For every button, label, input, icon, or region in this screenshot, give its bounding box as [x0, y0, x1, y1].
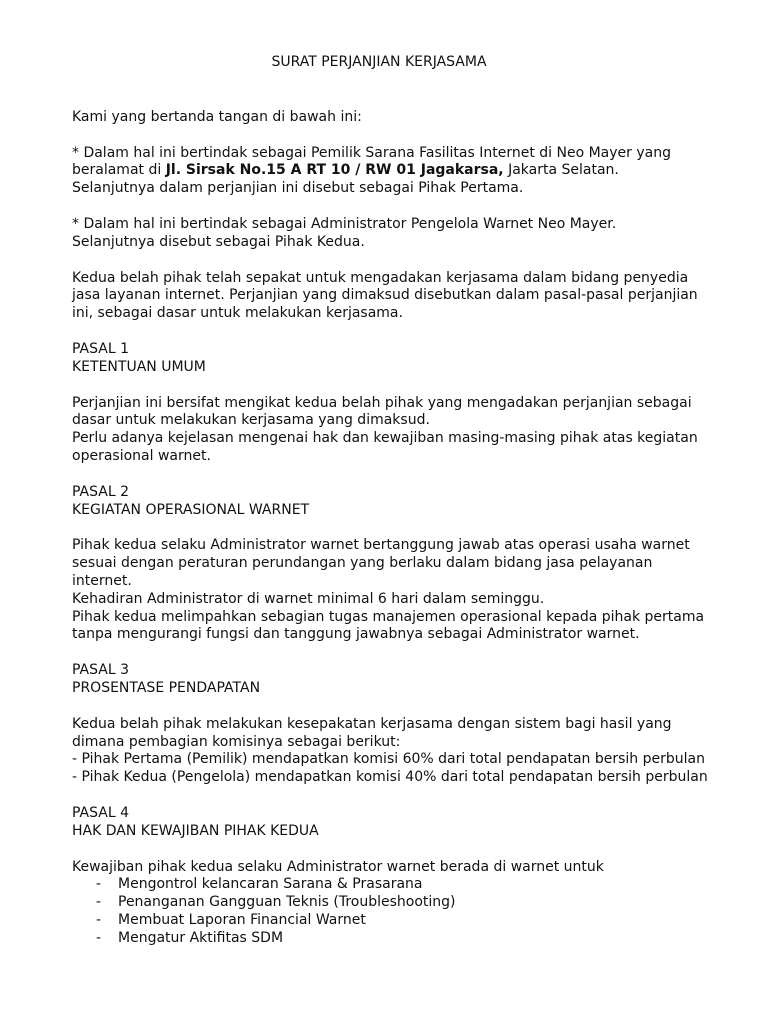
- list-item-text: Mengatur Aktifitas SDM: [118, 929, 284, 946]
- party2-block: [72, 216, 722, 252]
- list-dash: -: [96, 911, 102, 928]
- list-item: [72, 912, 722, 930]
- party1-line3: Selanjutnya dalam perjanjian ini disebut sebagai Pihak Pertama.: [72, 180, 524, 197]
- document-page: [72, 54, 722, 947]
- party2-line2: Selanjutnya disebut sebagai Pihak Kedua.: [72, 233, 365, 250]
- pasal1-number: PASAL 1: [72, 340, 130, 357]
- pasal3-line: - Pihak Kedua (Pengelola) mendapatkan komisi 40% dari total pendapatan bersih perbulan: [72, 769, 708, 786]
- pasal3-line: - Pihak Pertama (Pemilik) mendapatkan komisi 60% dari total pendapatan bersih perbulan: [72, 751, 705, 768]
- agreement-line: jasa layanan internet. Perjanjian yang dimaksud disebutkan dalam pasal-pasal perjanjian: [72, 287, 698, 304]
- pasal4-number: PASAL 4: [72, 804, 130, 821]
- agreement-line: ini, sebagai dasar untuk melakukan kerjasama.: [72, 305, 403, 322]
- pasal3-number: PASAL 3: [72, 662, 130, 679]
- pasal4-heading: HAK DAN KEWAJIBAN PIHAK KEDUA: [72, 822, 319, 839]
- list-dash: -: [96, 929, 102, 946]
- pasal1-line: Perjanjian ini bersifat mengikat kedua belah pihak yang mengadakan perjanjian sebagai: [72, 394, 692, 411]
- pasal2-line: Pihak kedua selaku Administrator warnet bertanggung jawab atas operasi usaha warnet: [72, 537, 690, 554]
- pasal1-line: Perlu adanya kejelasan mengenai hak dan kewajiban masing-masing pihak atas kegiatan: [72, 430, 698, 447]
- list-item-text: Mengontrol kelancaran Sarana & Prasarana: [118, 876, 423, 893]
- list-item: [72, 930, 722, 948]
- pasal2-line: Kehadiran Administrator di warnet minimal 6 hari dalam seminggu.: [72, 590, 545, 607]
- pasal2-line: sesuai dengan peraturan perundangan yang berlaku dalam bidang jasa pelayanan: [72, 555, 653, 572]
- list-dash: -: [96, 894, 102, 911]
- party1-line2: [72, 162, 722, 180]
- pasal1-heading: KETENTUAN UMUM: [72, 358, 206, 375]
- party1-address-prefix: beralamat di: [72, 162, 166, 179]
- pasal3-heading: PROSENTASE PENDAPATAN: [72, 679, 261, 696]
- list-item: [72, 894, 722, 912]
- agreement-block: [72, 270, 722, 323]
- pasal2-number: PASAL 2: [72, 483, 130, 500]
- party1-address: Jl. Sirsak No.15 A RT 10 / RW 01 Jagakarsa,: [165, 162, 504, 179]
- pasal2-line: Pihak kedua melimpahkan sebagian tugas manajemen operasional kepada pihak pertama: [72, 608, 705, 625]
- pasal2-section: [72, 484, 722, 644]
- intro-text: Kami yang bertanda tangan di bawah ini:: [72, 108, 362, 125]
- list-item-text: Membuat Laporan Financial Warnet: [118, 911, 366, 928]
- list-item-text: Penanganan Gangguan Teknis (Troubleshooting): [118, 894, 456, 911]
- pasal2-line: internet.: [72, 572, 132, 589]
- pasal1-line: dasar untuk melakukan kerjasama yang dimaksud.: [72, 412, 430, 429]
- pasal4-duty-list: [72, 876, 722, 947]
- party1-line1: * Dalam hal ini bertindak sebagai Pemilik Sarana Fasilitas Internet di Neo Mayer yang: [72, 144, 671, 161]
- party1-address-suffix: Jakarta Selatan.: [503, 162, 619, 179]
- list-dash: -: [96, 876, 102, 893]
- pasal4-section: [72, 805, 722, 948]
- pasal3-line: Kedua belah pihak melakukan kesepakatan kerjasama dengan sistem bagi hasil yang: [72, 715, 672, 732]
- pasal3-section: [72, 662, 722, 787]
- document-title: SURAT PERJANJIAN KERJASAMA: [271, 54, 487, 70]
- pasal1-section: [72, 341, 722, 466]
- pasal2-heading: KEGIATAN OPERASIONAL WARNET: [72, 501, 310, 518]
- party2-line1: * Dalam hal ini bertindak sebagai Administrator Pengelola Warnet Neo Mayer.: [72, 215, 617, 232]
- list-item: [72, 876, 722, 894]
- pasal3-line: dimana pembagian komisinya sebagai berikut:: [72, 733, 401, 750]
- agreement-line: Kedua belah pihak telah sepakat untuk mengadakan kerjasama dalam bidang penyedia: [72, 269, 689, 286]
- party1-block: [72, 145, 722, 198]
- pasal4-intro: Kewajiban pihak kedua selaku Administrator warnet berada di warnet untuk: [72, 858, 604, 875]
- pasal2-line: tanpa mengurangi fungsi dan tanggung jawabnya sebagai Administrator warnet.: [72, 626, 640, 643]
- pasal1-line: operasional warnet.: [72, 447, 211, 464]
